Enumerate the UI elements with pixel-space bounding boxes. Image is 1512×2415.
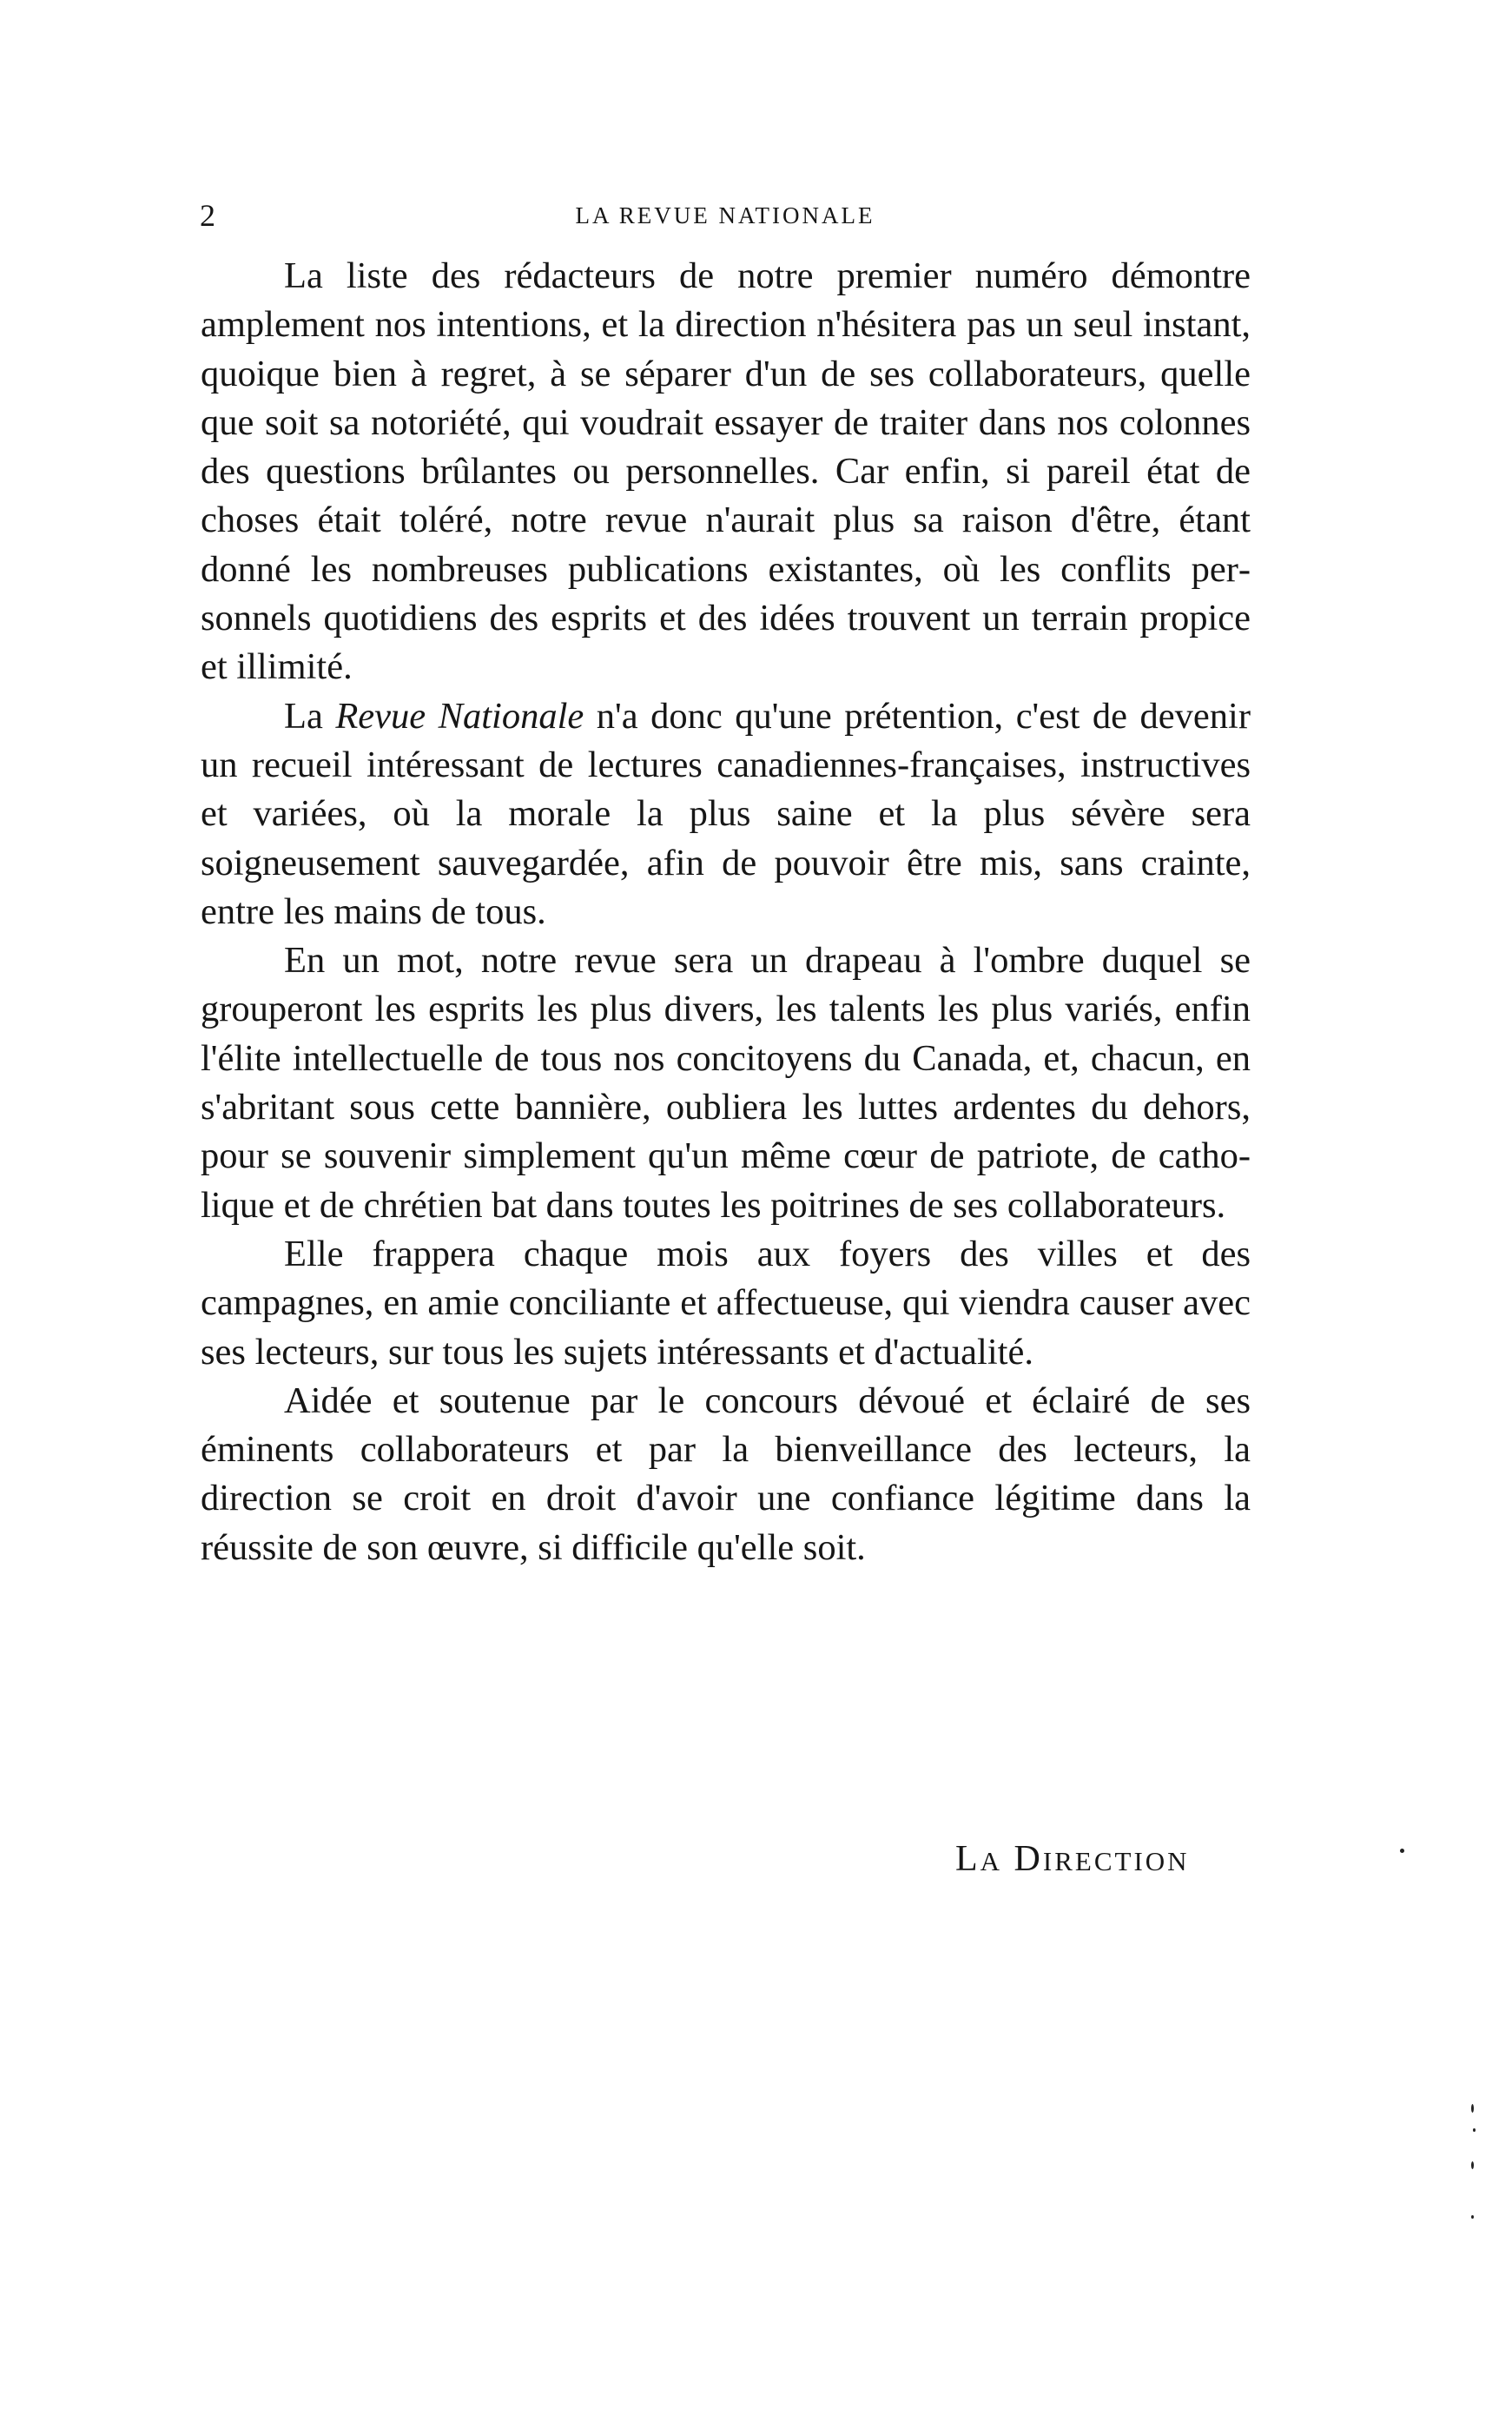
signature-cap: D bbox=[1014, 1839, 1043, 1879]
signature-cap: L bbox=[955, 1839, 980, 1879]
scan-speck bbox=[1471, 2104, 1474, 2113]
paragraph-text: La bbox=[284, 695, 336, 737]
signature bbox=[955, 1833, 1190, 1888]
page-header bbox=[200, 191, 1251, 240]
paragraph: La liste des rédacteurs de notre premier numéro démontre amplement nos intentions, et la direction n'hésitera pas un seul instant, quoique bien à regret, à se séparer d'un de ses collaborateurs, quelle que soit sa notoriété, qui voudrait essayer de traiter dans nos colonnes des questions brûlantes ou personnelles. Car enfin, si pareil état de choses était toléré, notre revue n'aurait plus sa raison d'être, étant donné les nombreuses publications existantes, où les conflits personnels quotidiens des esprits et des idées trouvent un terrain propice et illimité. bbox=[201, 255, 1251, 688]
page-number: 2 bbox=[200, 198, 215, 233]
paragraph-text: n'a donc qu'une prétention, c'est de devenir un recueil intéressant de lectures canadiennes-françaises, instructives et variées, où la morale la plus saine et la plus sévère sera soigneusement sauvegardée, afin de pouvoir être mis, sans crainte, entre les mains de tous. bbox=[201, 695, 1251, 932]
scan-speck bbox=[1471, 2161, 1474, 2169]
scan-speck bbox=[1471, 2215, 1474, 2219]
scan-speck bbox=[1473, 2128, 1476, 2132]
paragraph: En un mot, notre revue sera un drapeau à l'ombre duquel se grouperont les esprits les plus divers, les talents les plus variés, enfin l'élite intellectuelle de tous nos concitoyens du Canada, et, chacun, en s'abritant sous cette bannière, oubliera les luttes ardentes du dehors, pour se souvenir simplement qu'un même cœur de patriote, de catholique et de chrétien bat dans toutes les poitrines de ses collaborateurs. bbox=[201, 940, 1251, 1226]
revue-title: Revue Nationale bbox=[335, 695, 584, 737]
signature-small: A bbox=[980, 1846, 1003, 1876]
paragraph bbox=[201, 692, 1251, 936]
scan-speck bbox=[1400, 1849, 1404, 1853]
running-title: LA REVUE NATIONALE bbox=[575, 202, 875, 228]
signature-small: IRECTION bbox=[1042, 1846, 1190, 1876]
paragraph: Aidée et soutenue par le concours dévoué et éclairé de ses éminents collaborateurs et par la bienveillance des lecteurs, la direction se croit en droit d'avoir une confiance légitime dans la réussite de son œuvre, si difficile qu'elle soit. bbox=[201, 1380, 1251, 1568]
paragraph: Elle frappera chaque mois aux foyers des villes et des campagnes, en amie conciliante et affectueuse, qui viendra causer avec ses lecteurs, sur tous les sujets intéressants et d'actualité. bbox=[201, 1233, 1251, 1373]
article-body bbox=[201, 252, 1251, 1572]
